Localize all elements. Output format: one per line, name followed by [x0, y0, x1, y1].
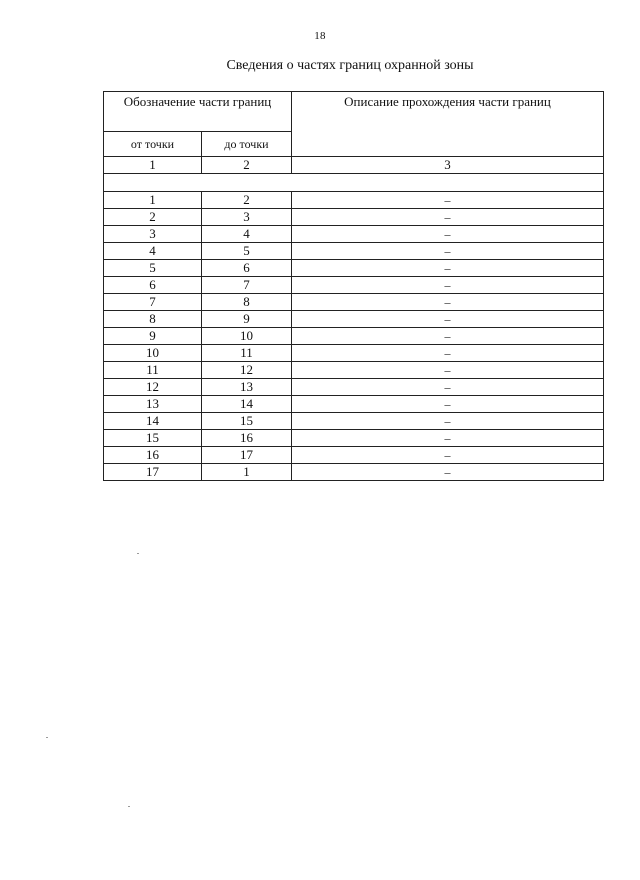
to-point-cell: 9 — [202, 311, 292, 328]
designation-header: Обозначение части границ — [104, 92, 292, 132]
table-row — [104, 294, 604, 311]
table-row — [104, 396, 604, 413]
table-row — [104, 311, 604, 328]
table-row — [104, 226, 604, 243]
table-row — [104, 328, 604, 345]
to-point-header: до точки — [202, 132, 292, 157]
description-cell: – — [292, 379, 604, 396]
from-point-cell: 1 — [104, 192, 202, 209]
to-point-cell: 1 — [202, 464, 292, 481]
table-row — [104, 447, 604, 464]
column-number: 3 — [292, 157, 604, 174]
table-row — [104, 379, 604, 396]
to-point-cell: 10 — [202, 328, 292, 345]
from-point-cell: 6 — [104, 277, 202, 294]
from-point-cell: 12 — [104, 379, 202, 396]
to-point-cell: 4 — [202, 226, 292, 243]
from-point-cell: 5 — [104, 260, 202, 277]
spacer-cell — [104, 174, 604, 192]
to-point-cell: 3 — [202, 209, 292, 226]
scan-speck — [46, 737, 48, 738]
description-cell: – — [292, 464, 604, 481]
table-row — [104, 260, 604, 277]
to-point-cell: 6 — [202, 260, 292, 277]
description-cell: – — [292, 226, 604, 243]
column-number: 2 — [202, 157, 292, 174]
table-row — [104, 362, 604, 379]
description-cell: – — [292, 260, 604, 277]
from-point-cell: 8 — [104, 311, 202, 328]
table-row — [104, 464, 604, 481]
scan-speck — [137, 553, 139, 554]
from-point-cell: 7 — [104, 294, 202, 311]
table-row — [104, 243, 604, 260]
to-point-cell: 12 — [202, 362, 292, 379]
table-row — [104, 345, 604, 362]
scan-speck — [128, 806, 130, 807]
boundary-parts-table — [103, 91, 604, 481]
to-point-cell: 17 — [202, 447, 292, 464]
table-row — [104, 277, 604, 294]
to-point-cell: 13 — [202, 379, 292, 396]
to-point-cell: 11 — [202, 345, 292, 362]
to-point-cell: 7 — [202, 277, 292, 294]
table-row — [104, 192, 604, 209]
to-point-cell: 5 — [202, 243, 292, 260]
from-point-cell: 11 — [104, 362, 202, 379]
description-cell: – — [292, 413, 604, 430]
from-point-cell: 13 — [104, 396, 202, 413]
to-point-cell: 16 — [202, 430, 292, 447]
description-cell: – — [292, 192, 604, 209]
description-cell: – — [292, 345, 604, 362]
to-point-cell: 2 — [202, 192, 292, 209]
from-point-cell: 9 — [104, 328, 202, 345]
from-point-cell: 2 — [104, 209, 202, 226]
from-point-cell: 15 — [104, 430, 202, 447]
from-point-cell: 4 — [104, 243, 202, 260]
from-point-header: от точки — [104, 132, 202, 157]
table-row — [104, 209, 604, 226]
to-point-cell: 15 — [202, 413, 292, 430]
column-number: 1 — [104, 157, 202, 174]
description-cell: – — [292, 311, 604, 328]
to-point-cell: 8 — [202, 294, 292, 311]
from-point-cell: 10 — [104, 345, 202, 362]
document-title: Сведения о частях границ охранной зоны — [226, 58, 474, 73]
description-cell: – — [292, 294, 604, 311]
table-row — [104, 413, 604, 430]
description-cell: – — [292, 430, 604, 447]
from-point-cell: 16 — [104, 447, 202, 464]
from-point-cell: 3 — [104, 226, 202, 243]
from-point-cell: 17 — [104, 464, 202, 481]
table-row — [104, 430, 604, 447]
to-point-cell: 14 — [202, 396, 292, 413]
page-number: 18 — [314, 30, 326, 42]
description-cell: – — [292, 447, 604, 464]
description-header: Описание прохождения части границ — [292, 92, 604, 157]
description-cell: – — [292, 243, 604, 260]
column-number-row — [104, 157, 604, 174]
from-point-cell: 14 — [104, 413, 202, 430]
description-cell: – — [292, 277, 604, 294]
description-cell: – — [292, 396, 604, 413]
description-cell: – — [292, 209, 604, 226]
section-spacer-row — [104, 174, 604, 192]
description-cell: – — [292, 362, 604, 379]
description-cell: – — [292, 328, 604, 345]
